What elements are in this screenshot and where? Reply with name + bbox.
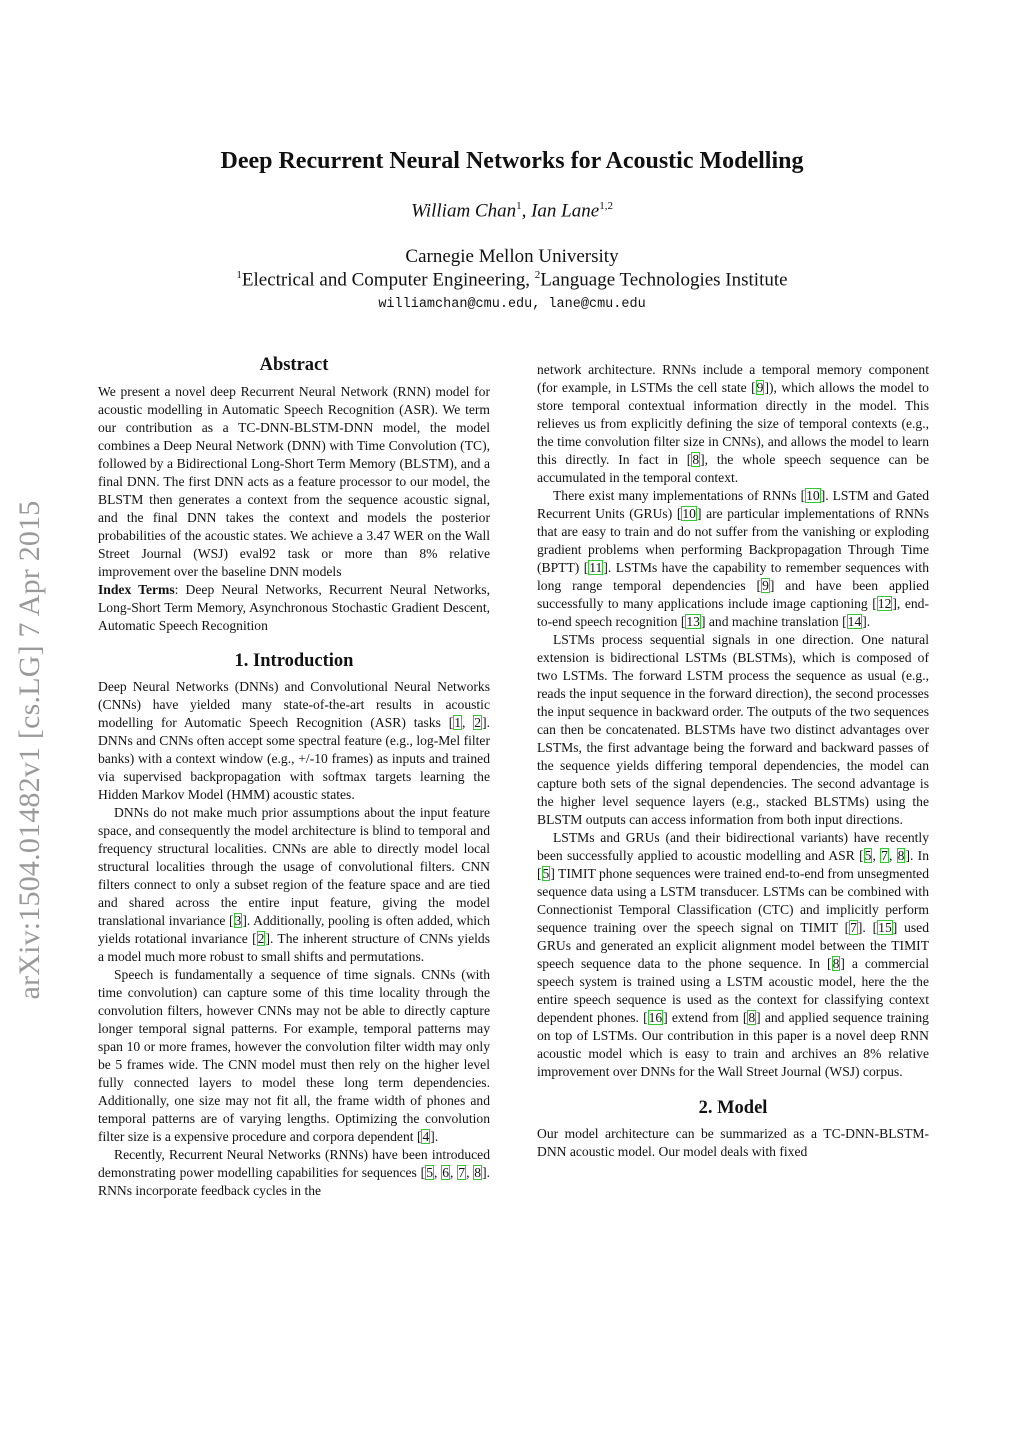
citation-link[interactable]: 7 — [458, 1165, 466, 1180]
citation-link[interactable]: 11 — [589, 560, 603, 575]
model-paragraph-1: Our model architecture can be summarized as a TC-DNN-BLSTM-DNN acoustic model. Our model deals with fixed — [537, 1126, 929, 1159]
intro-paragraph-2: DNNs do not make much prior assumptions about the input feature space, and consequently the model architecture is blind to temporal and frequency structural localities. CNNs are able to directly model local structural localities through the usage of convolutional filters. CNN filters connect to only a subset region of the feature space and are tied and shared across the entire input feature, giving the model translational invariance [3]. Additionally, pooling is often added, which yields rotational invariance [2]. The inherent structure of CNNs yields a model much more robust to small shifts and permutations. — [98, 805, 490, 964]
citation-link[interactable]: 8 — [474, 1165, 482, 1180]
citation-link[interactable]: 6 — [442, 1165, 450, 1180]
citation-link[interactable]: 4 — [422, 1129, 430, 1144]
citation-link[interactable]: 1 — [454, 715, 462, 730]
citation-link[interactable]: 8 — [692, 452, 700, 467]
affiliation-university: Carnegie Mellon University — [405, 246, 619, 267]
citation-link[interactable]: 3 — [234, 913, 242, 928]
citation-link[interactable]: 5 — [542, 866, 550, 881]
intro-paragraph-5: network architecture. RNNs include a temporal memory component (for example, in LSTMs the cell state [9]), which allows the model to store temporal contextual information directly in the model. This relieves us from explicitly defining the size of temporal contexts (e.g., the time convolution filter size in CNNs), and allows the model to learn this directly. In fact in [8], the whole speech sequence can be accumulated in the temporal context. — [537, 362, 929, 485]
intro-paragraph-1: Deep Neural Networks (DNNs) and Convolutional Neural Networks (CNNs) have yielded many state-of-the-art results in acoustic modelling for Automatic Speech Recognition (ASR) tasks [1, 2]. DNNs and CNNs often accept some spectral feature (e.g., log-Mel filter banks) with a context window (e.g., +/-10 frames) as inputs and trained via supervised backpropagation with softmax targets learning the Hidden Markov Model (HMM) acoustic states. — [98, 679, 490, 802]
abstract-heading: Abstract — [259, 355, 329, 375]
citation-link[interactable]: 9 — [762, 578, 769, 593]
author-line: William Chan$^1$, Ian Lane$^{1,2}$ — [411, 200, 613, 222]
citation-link[interactable]: 8 — [832, 956, 840, 971]
citation-link[interactable]: 8 — [748, 1010, 756, 1025]
citation-link[interactable]: 5 — [426, 1165, 433, 1180]
intro-paragraph-4: Recently, Recurrent Neural Networks (RNNs) have been introduced demonstrating power modelling capabilities for sequences [5, 6, 7, 8]. RNNs incorporate feedback cycles in the — [98, 1147, 491, 1198]
author-emails: williamchan@cmu.edu, lane@cmu.edu — [378, 297, 646, 312]
index-terms: Index Terms: Deep Neural Networks, Recurrent Neural Networks, Long-Short Term Memory, Asynchronous Stochastic Gradient Descent, Automatic Speech Recognition — [98, 582, 490, 633]
intro-paragraph-8: LSTMs and GRUs (and their bidirectional variants) have recently been successfully applied to acoustic modelling and ASR [5, 7, 8]. In [5] TIMIT phone sequences were trained end-to-end from unsegmented sequence data using a LSTM transducer. LSTMs can be combined with Connectionist Temporal Classification (CTC) and implicitly perform sequence training over the speech signal on TIMIT [7]. [15] used GRUs and generated an explicit alignment model between the TIMIT speech sequence data to the phone sequence. In [8] a commercial speech system is trained using a LSTM acoustic model, here the the entire speech sequence is used as the context for classifying context dependent phones. [16] extend from [8] and applied sequence training on top of LSTMs. Our contribution in this paper is a novel deep RNN acoustic model which is easy to train and archives an 8% relative improvement over DNNs for the Wall Street Journal (WSJ) corpus. — [537, 830, 929, 1079]
citation-link[interactable]: 13 — [686, 614, 700, 629]
intro-paragraph-7: LSTMs process sequential signals in one direction. One natural extension is bidirectional LSTMs (BLSTMs), which is composed of two LSTMs. The forward LSTM process the sequence as usual (e.g., reads the input sequence in the forward direction), the second processes the input sequence in backward order. The outputs of the two sequences can then be concatenated. BLSTMs have two distinct advantages over LSTMs, the first advantage being the forward and backward passes of the sequence yields differing temporal dependencies, the model can capture both sets of the signal dependencies. The second advantage is the higher level sequence layers (e.g., stacked BLSTMs) using the BLSTM outputs can access information from both input directions. — [537, 632, 929, 827]
right-column — [537, 361, 929, 1161]
affiliation-departments: $^1$Electrical and Computer Engineering, $^2$Language Technologies Institute — [236, 269, 788, 291]
citation-link[interactable]: 2 — [257, 931, 265, 946]
abstract-text: We present a novel deep Recurrent Neural Network (RNN) model for acoustic modelling in Automatic Speech Recognition (ASR). We term our contribution as a TC-DNN-BLSTM-DNN model, the model combines a Deep Neural Network (DNN) with Time Convolution (TC), followed by a Bidirectional Long-Short Term Memory (BLSTM), and a final DNN. The first DNN acts as a feature processor to our model, the BLSTM then generates a context from the sequence acoustic signal, and the final DNN takes the context and models the posterior probabilities of the acoustic states. We achieve a 3.47 WER on the Wall Street Journal (WSJ) eval92 task or more than 8% relative improvement over the baseline DNN models — [98, 384, 490, 579]
citation-link[interactable]: 7 — [881, 848, 888, 863]
citation-link[interactable]: 12 — [877, 596, 892, 611]
intro-paragraph-6: There exist many implementations of RNNs [10]. LSTM and Gated Recurrent Units (GRUs) [10] are particular implementations of RNNs that are easy to train and do not suffer from the vanishing or exploding gradient problems when performing Backpropagation Through Time (BPTT) [11]. LSTMs have the capability to remember sequences with long range temporal dependencies [9] and have been applied successfully to many applications include image captioning [12], end-to-end speech recognition [13] and machine translation [14]. — [537, 488, 929, 629]
citation-link[interactable]: 16 — [648, 1010, 663, 1025]
citation-link[interactable]: 10 — [806, 488, 820, 503]
citation-link[interactable]: 2 — [474, 715, 482, 730]
citation-link[interactable]: 7 — [850, 920, 857, 935]
intro-paragraph-3: Speech is fundamentally a sequence of time signals. CNNs (with time convolution) can capture some of this time locality through the convolution filters, however CNNs may not be able to directly capture longer temporal signal patterns. For example, temporal patterns may span 10 or more frames, however the convolution filter width may only be 5 frames wide. The CNN model must then rely on the higher level fully connected layers to model these long term dependencies. Additionally, one size may not fit all, the frame width of phones and temporal patterns are of varying lengths. Optimizing the convolution filter size is a expensive procedure and corpora dependent [4]. — [98, 967, 490, 1144]
citation-link[interactable]: 14 — [847, 614, 862, 629]
citation-link[interactable]: 10 — [682, 506, 696, 521]
citation-link[interactable]: 5 — [864, 848, 872, 863]
paper-title: Deep Recurrent Neural Networks for Acoustic Modelling — [220, 148, 804, 174]
citation-link[interactable]: 15 — [878, 920, 892, 935]
left-column — [98, 356, 490, 1200]
arxiv-sidebar-identifier: arXiv:1504.01482v1 [cs.LG] 7 Apr 2015 — [13, 500, 46, 1000]
citation-link[interactable]: 8 — [897, 848, 905, 863]
citation-link[interactable]: 9 — [756, 380, 764, 395]
model-heading: 2. Model — [698, 1098, 768, 1118]
introduction-heading: 1. Introduction — [234, 651, 354, 671]
